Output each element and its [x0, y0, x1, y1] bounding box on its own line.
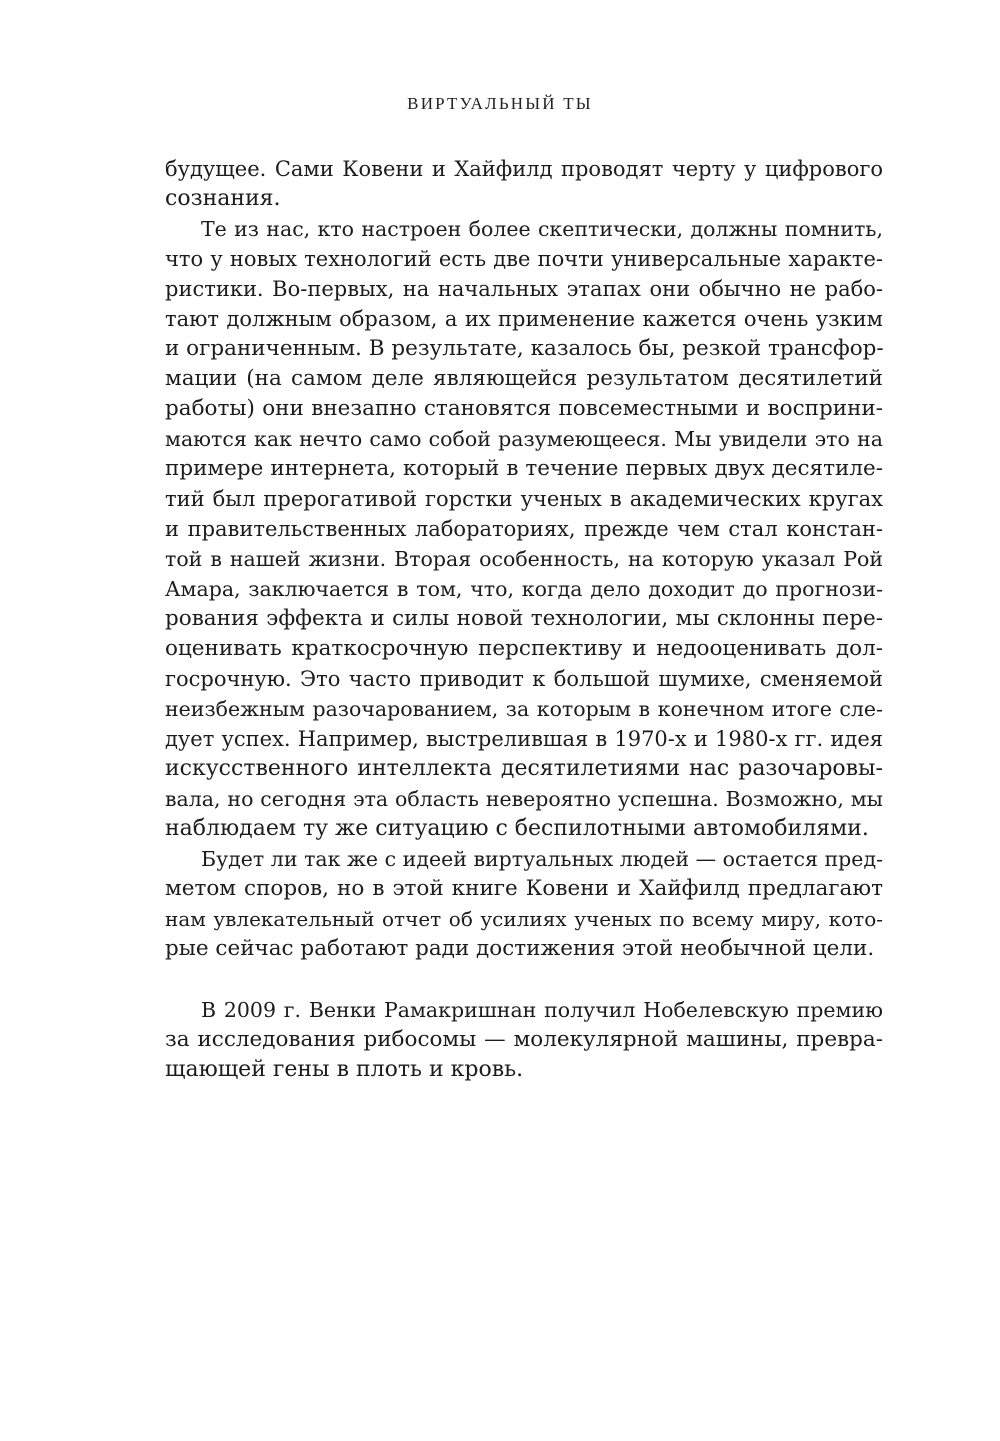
text-line: мации (на самом деле являющейся результатом десятилетий	[165, 366, 883, 391]
running-head: ВИРТУАЛЬНЫЙ ТЫ	[407, 94, 593, 113]
text-line: наблюдаем ту же ситуацию с беспилотными автомобилями.	[165, 816, 869, 841]
text-line: ристики. Во-первых, на начальных этапах они обычно не рабо-	[165, 277, 883, 301]
text-line: маются как нечто само собой разумеющееся. Мы увидели это на	[165, 427, 883, 451]
text-line: тий был прерогативой горстки ученых в академических кругах	[165, 487, 883, 511]
text-line: сознания.	[165, 186, 281, 211]
text-line: будущее. Сами Ковени и Хайфилд проводят черту у цифрового	[165, 157, 883, 181]
body-text	[165, 154, 883, 1085]
text-line: той в нашей жизни. Вторая особенность, на которую указал Рой	[165, 547, 883, 571]
text-line: вала, но сегодня эта область невероятно успешна. Возможно, мы	[165, 787, 883, 811]
section-break	[165, 964, 883, 995]
text-line: рые сейчас работают ради достижения этой необычной цели.	[165, 936, 875, 961]
text-line: рования эффекта и силы новой технологии, мы склонны пере-	[165, 606, 883, 631]
text-line: нам увлекательный отчет об усилиях ученых по всему миру, кото-	[165, 907, 883, 931]
text-line: неизбежным разочарованием, за которым в конечном итоге сле-	[165, 697, 883, 721]
text-line: искусственного интеллекта десятилетиями нас разочаровы-	[165, 756, 883, 781]
text-line: тают должным образом, а их применение кажется очень узким	[165, 307, 883, 331]
text-line: госрочную. Это часто приводит к большой шумихе, сменяемой	[165, 667, 883, 691]
text-line: Амара, заключается в том, что, когда дело доходит до прогнози-	[165, 577, 883, 601]
author-note	[165, 995, 883, 1085]
text-line: и правительственных лабораториях, прежде чем стал констан-	[165, 517, 883, 541]
text-line: дует успех. Например, выстрелившая в 1970-х и 1980-х гг. идея	[165, 727, 883, 751]
text-line: за исследования рибосомы — молекулярной машины, превра-	[165, 1027, 883, 1052]
text-line: оценивать краткосрочную перспективу и недооценивать дол-	[165, 636, 883, 661]
paragraph	[165, 214, 883, 844]
text-line: щающей гены в плоть и кровь.	[165, 1057, 524, 1082]
text-line: работы) они внезапно становятся повсеместными и восприни-	[165, 396, 883, 421]
text-line: и ограниченным. В результате, казалось бы, резкой трансфор-	[165, 336, 884, 361]
text-line: что у новых технологий есть две почти универсальные характе-	[165, 247, 883, 271]
paragraph	[165, 154, 883, 214]
text-line: примере интернета, который в течение первых двух десятиле-	[165, 456, 883, 481]
text-line: Будет ли так же с идеей виртуальных людей — остается пред-	[201, 847, 883, 871]
text-line: метом споров, но в этой книге Ковени и Хайфилд предлагают	[165, 876, 883, 901]
text-line: В 2009 г. Венки Рамакришнан получил Нобелевскую премию	[201, 998, 883, 1022]
text-line: Те из нас, кто настроен более скептически, должны помнить,	[201, 217, 883, 241]
paragraph	[165, 844, 883, 964]
